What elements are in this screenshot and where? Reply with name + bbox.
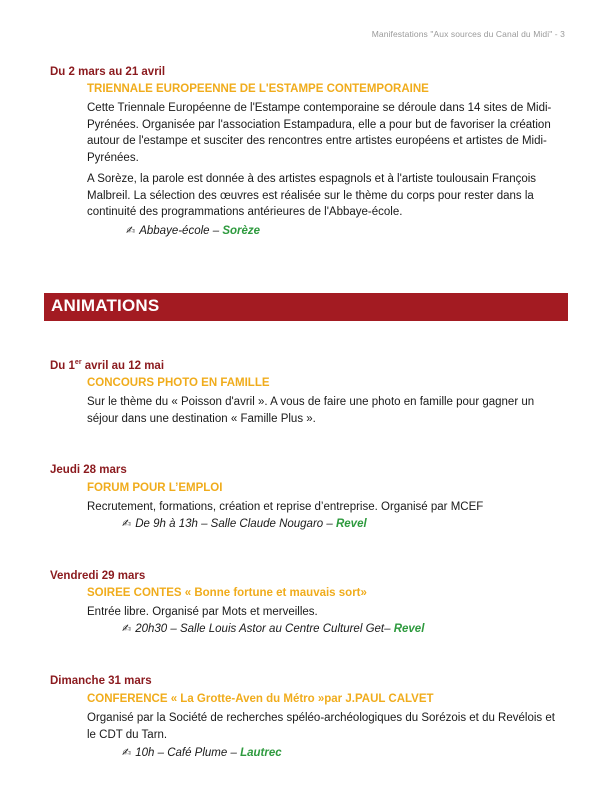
event-date: Du 1er avril au 12 mai	[50, 359, 165, 372]
event-title: FORUM POUR L’EMPLOI	[87, 482, 223, 494]
event-title: CONCOURS PHOTO EN FAMILLE	[87, 377, 270, 389]
event-description: Cette Triennale Européenne de l'Estampe contemporaine se déroule dans 14 sites de Midi-Pyrénées. Organisée par l'association Estampadura, elle a pour but de favoriser la création autour de l'estampe et susciter des rencontres entre artistes européens et artistes de Midi-Pyrénées.	[87, 102, 552, 164]
event-title: TRIENNALE EUROPEENNE DE L'ESTAMPE CONTEMPORAINE	[87, 83, 429, 95]
event-description: Recrutement, formations, création et reprise d’entreprise. Organisé par MCEF	[87, 501, 484, 513]
event-description: A Sorèze, la parole est donnée à des artistes espagnols et à l'artiste toulousain François Malbreil. La sélection des œuvres est réalisée sur le thème du corps pour rester dans la continuité des programmations antérieures de l'Abbaye-école.	[87, 173, 537, 218]
event-description: Entrée libre. Organisé par Mots et merveilles.	[87, 606, 318, 618]
location-text: 10h – Café Plume –	[135, 747, 241, 759]
event-title: CONFERENCE « La Grotte-Aven du Métro »par J.PAUL CALVET	[87, 693, 434, 705]
location-town: Lautrec	[240, 747, 282, 759]
event-title: SOIREE CONTES « Bonne fortune et mauvais sort»	[87, 587, 367, 599]
location-text: De 9h à 13h – Salle Claude Nougaro –	[135, 518, 336, 530]
pointing-hand-icon: ✍	[122, 623, 132, 635]
pointing-hand-icon: ✍	[122, 518, 132, 530]
location-text: 20h30 – Salle Louis Astor au Centre Culturel Get–	[135, 623, 394, 635]
running-header: Manifestations "Aux sources du Canal du Midi" - 3	[371, 29, 565, 39]
event-location	[122, 746, 282, 759]
pointing-hand-icon: ✍	[126, 225, 136, 237]
section-title: ANIMATIONS	[51, 296, 160, 315]
event-date: Du 2 mars au 21 avril	[50, 66, 166, 78]
event-description: Sur le thème du « Poisson d'avril ». A vous de faire une photo en famille pour gagner un séjour dans une destination « Famille Plus ».	[87, 396, 535, 425]
event-description: Organisé par la Société de recherches spéléo-archéologiques du Sorézois et du Revélois et le CDT du Tarn.	[87, 712, 555, 741]
location-town: Revel	[393, 623, 425, 635]
location-town: Revel	[335, 518, 367, 530]
location-text: Abbaye-école –	[139, 225, 223, 237]
event-date: Dimanche 31 mars	[50, 675, 152, 687]
event-location	[122, 517, 367, 530]
event-date: Jeudi 28 mars	[50, 464, 127, 476]
location-town: Sorèze	[222, 225, 261, 237]
section-banner	[44, 293, 568, 321]
event-location	[122, 622, 424, 635]
pointing-hand-icon: ✍	[122, 747, 132, 759]
event-date: Vendredi 29 mars	[50, 570, 146, 582]
event-location	[126, 224, 260, 237]
